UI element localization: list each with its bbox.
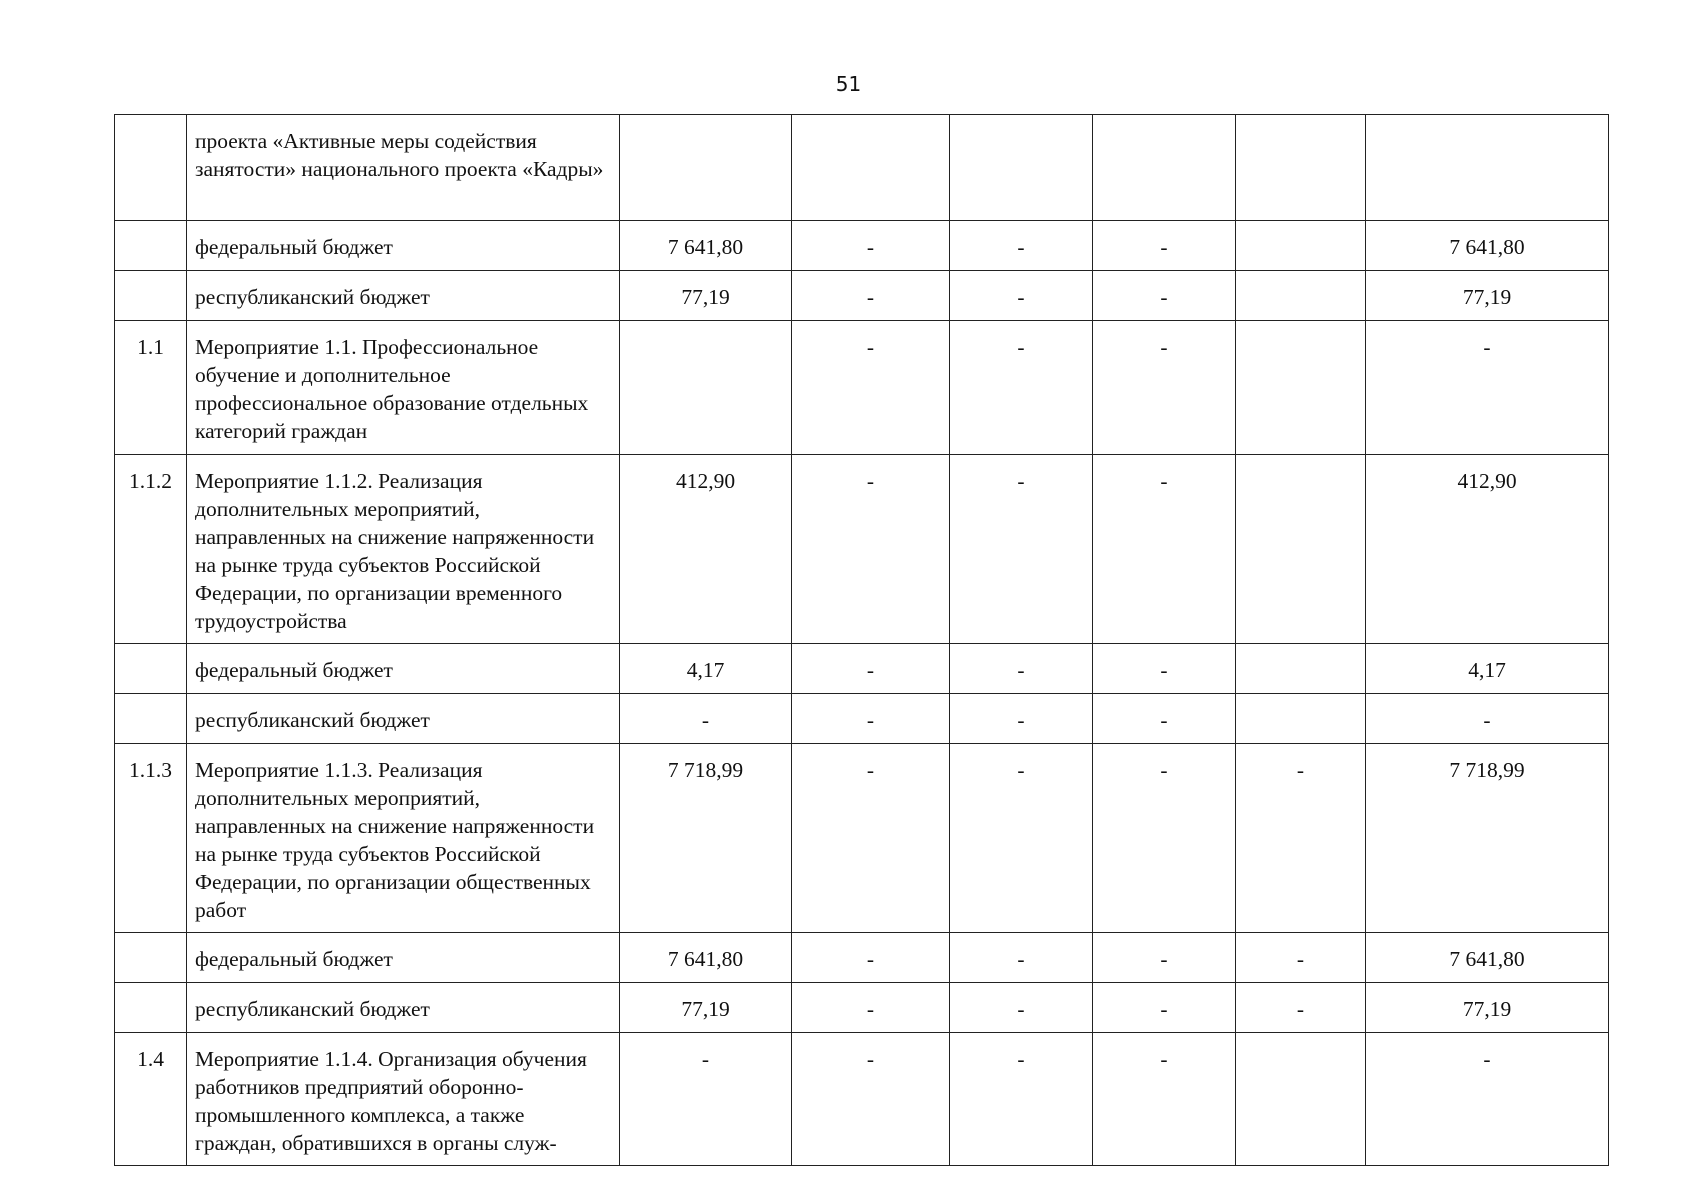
value-cell (1236, 115, 1366, 221)
row-description: Мероприятие 1.1.2. Реализация дополнительных мероприятий, направленных на снижение напряженности на рынке труда субъектов Российской Федерации, по организации временного трудоустройства (187, 455, 620, 644)
row-number (115, 694, 187, 744)
value-cell: - (792, 1033, 950, 1166)
value-cell: - (950, 221, 1093, 271)
value-cell: - (1093, 744, 1236, 933)
value-cell: 7 641,80 (1366, 221, 1609, 271)
value-cell: 7 641,80 (620, 933, 792, 983)
value-cell: - (792, 321, 950, 455)
row-number: 1.1.3 (115, 744, 187, 933)
value-cell: 7 718,99 (1366, 744, 1609, 933)
value-cell: - (792, 694, 950, 744)
value-cell (1093, 115, 1236, 221)
value-cell: - (792, 983, 950, 1033)
value-cell: 7 641,80 (620, 221, 792, 271)
page-number: 51 (835, 72, 862, 96)
value-cell (1236, 221, 1366, 271)
value-cell: - (792, 221, 950, 271)
value-cell (620, 321, 792, 455)
value-cell: - (1093, 644, 1236, 694)
value-cell: 77,19 (1366, 271, 1609, 321)
value-cell: - (950, 271, 1093, 321)
row-description: Мероприятие 1.1.3. Реализация дополнительных мероприятий, направленных на снижение напряженности на рынке труда субъектов Российской Федерации, по организации общественных работ (187, 744, 620, 933)
row-number (115, 933, 187, 983)
value-cell: - (950, 694, 1093, 744)
row-description: федеральный бюджет (187, 644, 620, 694)
row-description: республиканский бюджет (187, 694, 620, 744)
row-number: 1.4 (115, 1033, 187, 1166)
value-cell (1236, 694, 1366, 744)
row-number: 1.1.2 (115, 455, 187, 644)
table-row (115, 644, 1609, 694)
value-cell: - (1236, 933, 1366, 983)
value-cell: 4,17 (1366, 644, 1609, 694)
value-cell: - (620, 694, 792, 744)
row-number (115, 271, 187, 321)
value-cell: 77,19 (1366, 983, 1609, 1033)
row-number: 1.1 (115, 321, 187, 455)
row-description: федеральный бюджет (187, 221, 620, 271)
value-cell (1236, 455, 1366, 644)
value-cell (1236, 271, 1366, 321)
row-description: Мероприятие 1.1. Профессиональное обучение и дополнительное профессиональное образование отдельных категорий граждан (187, 321, 620, 455)
value-cell: - (950, 455, 1093, 644)
value-cell: - (1366, 1033, 1609, 1166)
value-cell: 77,19 (620, 983, 792, 1033)
value-cell: - (950, 321, 1093, 455)
value-cell: - (950, 1033, 1093, 1166)
value-cell: 7 718,99 (620, 744, 792, 933)
value-cell: - (1093, 1033, 1236, 1166)
value-cell: - (950, 644, 1093, 694)
value-cell: - (1366, 694, 1609, 744)
row-description: Мероприятие 1.1.4. Организация обучения работников предприятий оборонно-промышленного комплекса, а также граждан, обратившихся в органы служ- (187, 1033, 620, 1166)
table-row (115, 933, 1609, 983)
value-cell: - (792, 744, 950, 933)
value-cell: 4,17 (620, 644, 792, 694)
table-row (115, 744, 1609, 933)
value-cell (1236, 644, 1366, 694)
budget-table (114, 114, 1609, 1166)
value-cell: - (792, 455, 950, 644)
value-cell: - (1093, 221, 1236, 271)
value-cell: - (1093, 983, 1236, 1033)
table-row (115, 983, 1609, 1033)
value-cell: - (1236, 744, 1366, 933)
table-row (115, 1033, 1609, 1166)
value-cell (1366, 115, 1609, 221)
row-number (115, 221, 187, 271)
row-description: федеральный бюджет (187, 933, 620, 983)
value-cell: 7 641,80 (1366, 933, 1609, 983)
value-cell: 412,90 (620, 455, 792, 644)
value-cell: - (950, 983, 1093, 1033)
value-cell (950, 115, 1093, 221)
row-description: проекта «Активные меры содействия занятости» национального проекта «Кадры» (187, 115, 620, 221)
value-cell: - (620, 1033, 792, 1166)
value-cell (792, 115, 950, 221)
value-cell: - (792, 933, 950, 983)
value-cell (1236, 1033, 1366, 1166)
value-cell (620, 115, 792, 221)
value-cell: 77,19 (620, 271, 792, 321)
value-cell: - (1366, 321, 1609, 455)
value-cell (1236, 321, 1366, 455)
value-cell: - (1093, 271, 1236, 321)
row-number (115, 983, 187, 1033)
value-cell: - (950, 933, 1093, 983)
table-row (115, 221, 1609, 271)
row-number (115, 644, 187, 694)
value-cell: - (792, 271, 950, 321)
table-row (115, 115, 1609, 221)
row-description: республиканский бюджет (187, 271, 620, 321)
table-row (115, 321, 1609, 455)
table-row (115, 694, 1609, 744)
row-number (115, 115, 187, 221)
value-cell: - (792, 644, 950, 694)
value-cell: - (1093, 694, 1236, 744)
value-cell: - (1093, 455, 1236, 644)
table-row (115, 455, 1609, 644)
value-cell: 412,90 (1366, 455, 1609, 644)
table-row (115, 271, 1609, 321)
value-cell: - (950, 744, 1093, 933)
value-cell: - (1093, 933, 1236, 983)
value-cell: - (1236, 983, 1366, 1033)
row-description: республиканский бюджет (187, 983, 620, 1033)
value-cell: - (1093, 321, 1236, 455)
